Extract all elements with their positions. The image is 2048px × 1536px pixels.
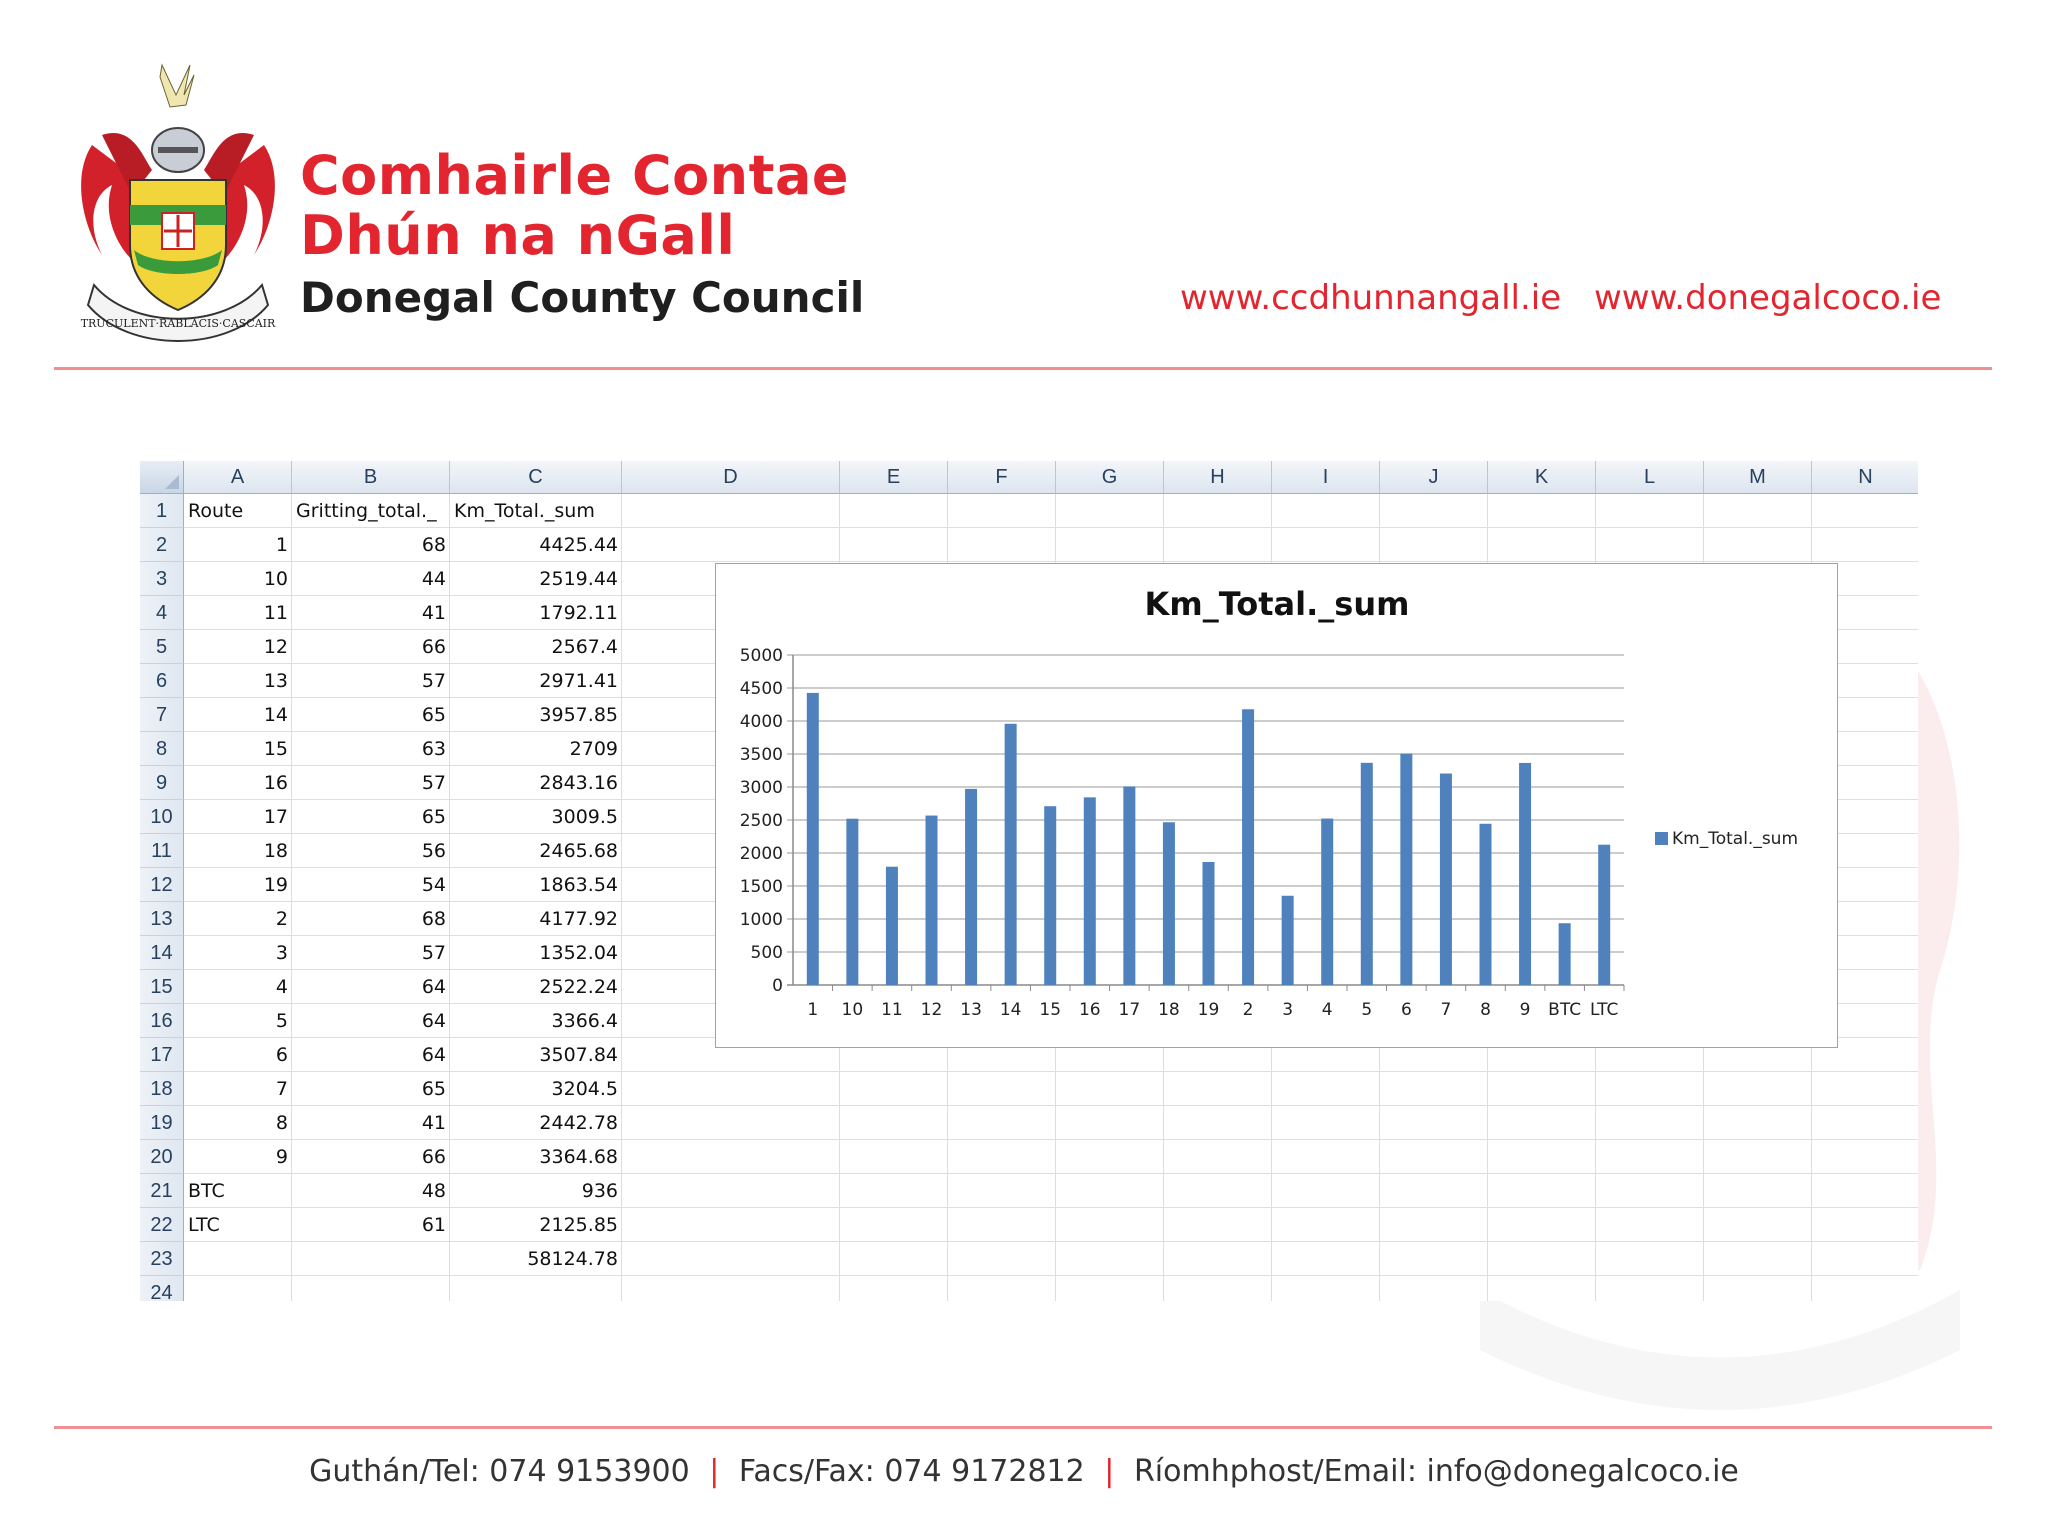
cell-gritting[interactable]: 64	[421, 1010, 446, 1032]
cell-route[interactable]: 6	[275, 1044, 288, 1066]
x-tick-label: 14	[999, 1000, 1022, 1020]
chart-title: Km_Total._sum	[1144, 585, 1410, 623]
cell-route[interactable]: 9	[275, 1146, 288, 1168]
y-tick-label: 2000	[739, 844, 783, 864]
bar[interactable]	[886, 867, 898, 985]
cell-km[interactable]: 3204.5	[551, 1078, 618, 1100]
cell-gritting[interactable]: 64	[421, 1044, 446, 1066]
website-irish-link[interactable]: www.ccdhunnangall.ie	[1180, 278, 1562, 318]
website-english-link[interactable]: www.donegalcoco.ie	[1594, 278, 1942, 318]
column-header[interactable]: J	[1380, 461, 1488, 494]
column-header[interactable]: C	[450, 461, 622, 494]
council-title	[300, 146, 864, 324]
cell-gritting[interactable]: 66	[421, 636, 446, 658]
bar[interactable]	[1084, 797, 1096, 985]
y-tick-label: 4500	[739, 679, 783, 699]
cell-gritting[interactable]: 65	[421, 1078, 446, 1100]
footer-divider	[54, 1426, 1992, 1429]
row-header[interactable]: 16	[140, 1004, 184, 1038]
cell-km[interactable]: 3364.68	[539, 1146, 618, 1168]
cell-route[interactable]: 5	[275, 1010, 288, 1032]
x-tick-label: 5	[1361, 1000, 1373, 1020]
cell-gritting[interactable]: 41	[421, 602, 446, 624]
row-header[interactable]: 23	[140, 1242, 184, 1276]
x-tick-label: LTC	[1590, 1000, 1619, 1020]
cell-gritting[interactable]: 48	[421, 1180, 446, 1202]
cell-km[interactable]: 2125.85	[539, 1214, 618, 1236]
bar[interactable]	[1519, 763, 1531, 985]
x-tick-label: 17	[1118, 1000, 1141, 1020]
row-header[interactable]: 19	[140, 1106, 184, 1140]
bar[interactable]	[1123, 786, 1135, 985]
council-name-english: Donegal County Council	[300, 273, 865, 322]
row-header[interactable]: 13	[140, 902, 184, 936]
row-header[interactable]: 22	[140, 1208, 184, 1242]
column-header[interactable]: D	[622, 461, 840, 494]
column-header[interactable]: K	[1488, 461, 1596, 494]
cell-route[interactable]: 12	[263, 636, 288, 658]
column-header[interactable]: A	[184, 461, 292, 494]
cell-km[interactable]: 2843.16	[539, 772, 618, 794]
y-tick-label: 500	[750, 943, 783, 963]
row-header[interactable]: 6	[140, 664, 184, 698]
cell-km[interactable]: 2465.68	[539, 840, 618, 862]
x-tick-label: 8	[1480, 1000, 1491, 1020]
cell-route[interactable]: 7	[275, 1078, 288, 1100]
cell-route[interactable]: 1	[275, 534, 288, 556]
row-header[interactable]: 10	[140, 800, 184, 834]
bar[interactable]	[965, 789, 977, 985]
bar[interactable]	[1361, 763, 1373, 985]
x-tick-label: 16	[1078, 1000, 1101, 1020]
cell-gritting[interactable]: 66	[421, 1146, 446, 1168]
row-header[interactable]: 9	[140, 766, 184, 800]
row-header[interactable]: 2	[140, 528, 184, 562]
cell-km[interactable]: 3366.4	[551, 1010, 618, 1032]
x-tick-label: 15	[1039, 1000, 1062, 1020]
cell-gritting[interactable]: 68	[421, 534, 446, 556]
cell-km[interactable]: 4425.44	[539, 534, 618, 556]
footer-tel: Guthán/Tel: 074 9153900	[309, 1454, 690, 1489]
cell-route[interactable]: 19	[263, 874, 288, 896]
row-header[interactable]: 15	[140, 970, 184, 1004]
y-tick-label: 0	[772, 976, 783, 996]
column-header[interactable]: B	[292, 461, 450, 494]
row-header[interactable]: 3	[140, 562, 184, 596]
row-header[interactable]: 18	[140, 1072, 184, 1106]
cell-km[interactable]: 3009.5	[551, 806, 618, 828]
row-header[interactable]: 1	[140, 494, 184, 528]
x-tick-label: 9	[1519, 1000, 1531, 1020]
column-header[interactable]: L	[1596, 461, 1704, 494]
cell-gritting[interactable]: 61	[421, 1214, 446, 1236]
cell-gritting[interactable]: 63	[421, 738, 446, 760]
bar[interactable]	[1282, 896, 1294, 985]
footer-fax: Facs/Fax: 074 9172812	[738, 1454, 1085, 1489]
cell-gritting[interactable]: 57	[421, 942, 446, 964]
column-header[interactable]: M	[1704, 461, 1812, 494]
bar[interactable]	[1559, 923, 1571, 985]
select-all-corner[interactable]	[140, 461, 184, 494]
header-divider	[54, 367, 1992, 370]
cell-km[interactable]: 2709	[569, 738, 618, 760]
x-tick-label: 11	[881, 1000, 903, 1020]
cell-route[interactable]: 2	[275, 908, 288, 930]
bar[interactable]	[926, 816, 938, 985]
y-tick-label: 4000	[739, 712, 783, 732]
cell-km[interactable]: 3957.85	[539, 704, 618, 726]
cell-gritting[interactable]: 57	[421, 670, 446, 692]
cell-km[interactable]: 1863.54	[539, 874, 618, 896]
cell-route[interactable]: BTC	[188, 1180, 225, 1202]
cell-gritting[interactable]: 64	[421, 976, 446, 998]
x-tick-label: BTC	[1548, 1000, 1582, 1020]
legend-label: Km_Total._sum	[1672, 829, 1799, 849]
cell-km[interactable]: 4177.92	[539, 908, 618, 930]
cell-route[interactable]: 4	[275, 976, 288, 998]
legend-swatch	[1655, 832, 1668, 845]
cell-route[interactable]: 11	[263, 602, 288, 624]
bar[interactable]	[1203, 862, 1215, 985]
x-tick-label: 18	[1158, 1000, 1180, 1020]
x-tick-label: 1	[807, 1000, 819, 1020]
cell-gritting[interactable]: 41	[421, 1112, 446, 1134]
bar[interactable]	[1480, 824, 1492, 985]
council-name-irish-line1: Comhairle Contae	[300, 144, 850, 207]
cell-route[interactable]: 18	[263, 840, 288, 862]
bar[interactable]	[1400, 753, 1412, 985]
bar[interactable]	[807, 693, 819, 985]
y-tick-label: 1000	[739, 910, 783, 930]
cell-gritting[interactable]: 57	[421, 772, 446, 794]
cell-route[interactable]: LTC	[188, 1214, 220, 1236]
cell-km[interactable]: 2971.41	[539, 670, 618, 692]
header-cell-gritting[interactable]: Gritting_total._	[296, 500, 437, 522]
cell-route[interactable]: 14	[263, 704, 288, 726]
row-header[interactable]: 14	[140, 936, 184, 970]
bar[interactable]	[1163, 822, 1175, 985]
header-cell-km[interactable]: Km_Total._sum	[454, 500, 595, 522]
row-header[interactable]: 17	[140, 1038, 184, 1072]
cell-gritting[interactable]: 65	[421, 806, 446, 828]
cell-gritting[interactable]: 65	[421, 704, 446, 726]
column-header[interactable]: F	[948, 461, 1056, 494]
x-tick-label: 13	[960, 1000, 982, 1020]
footer-separator: |	[1104, 1454, 1115, 1489]
column-header[interactable]: H	[1164, 461, 1272, 494]
embedded-chart[interactable]	[715, 563, 1838, 1048]
column-header[interactable]: I	[1272, 461, 1380, 494]
x-tick-label: 6	[1400, 1000, 1412, 1020]
gridline	[184, 1275, 1918, 1276]
y-tick-label: 2500	[739, 811, 783, 831]
cell-km-total[interactable]: 58124.78	[527, 1248, 618, 1270]
x-tick-label: 2	[1242, 1000, 1254, 1020]
cell-gritting[interactable]: 68	[421, 908, 446, 930]
row-header[interactable]: 4	[140, 596, 184, 630]
row-header[interactable]: 8	[140, 732, 184, 766]
cell-route[interactable]: 13	[263, 670, 288, 692]
row-header[interactable]: 11	[140, 834, 184, 868]
cell-route[interactable]: 16	[263, 772, 288, 794]
bar[interactable]	[1321, 819, 1333, 985]
cell-route[interactable]: 3	[275, 942, 288, 964]
row-header[interactable]: 24	[140, 1276, 184, 1301]
row-header[interactable]: 12	[140, 868, 184, 902]
cell-route[interactable]: 17	[263, 806, 288, 828]
cell-km[interactable]: 3507.84	[539, 1044, 618, 1066]
column-header[interactable]: N	[1812, 461, 1918, 494]
crest-motto: TRUCULENT·RABLACIS·CASCAIR	[80, 317, 276, 330]
cell-km[interactable]: 2519.44	[539, 568, 618, 590]
row-header[interactable]: 20	[140, 1140, 184, 1174]
header-cell-route[interactable]: Route	[188, 500, 244, 522]
cell-km[interactable]: 2442.78	[539, 1112, 618, 1134]
bar[interactable]	[846, 819, 858, 985]
cell-route[interactable]: 10	[263, 568, 288, 590]
x-tick-label: 4	[1321, 1000, 1333, 1020]
cell-gritting[interactable]: 56	[421, 840, 446, 862]
column-header[interactable]: G	[1056, 461, 1164, 494]
x-tick-label: 10	[841, 1000, 864, 1020]
x-tick-label: 12	[920, 1000, 943, 1020]
bar[interactable]	[1005, 724, 1017, 985]
cell-gritting[interactable]: 44	[421, 568, 446, 590]
row-header[interactable]: 5	[140, 630, 184, 664]
row-header[interactable]: 7	[140, 698, 184, 732]
y-tick-label: 3500	[739, 745, 783, 765]
cell-route[interactable]: 8	[275, 1112, 288, 1134]
y-tick-label: 1500	[739, 877, 783, 897]
cell-km[interactable]: 1792.11	[539, 602, 618, 624]
cell-route[interactable]: 15	[263, 738, 288, 760]
row-header[interactable]: 21	[140, 1174, 184, 1208]
bar-chart-svg	[716, 564, 1839, 1049]
footer-separator: |	[709, 1454, 720, 1489]
council-crest-logo	[72, 55, 284, 355]
bar[interactable]	[1440, 774, 1452, 985]
x-tick-label: 19	[1197, 1000, 1220, 1020]
x-tick-label: 7	[1440, 1000, 1452, 1020]
bar[interactable]	[1242, 709, 1254, 985]
footer-email[interactable]: Ríomhphost/Email: info@donegalcoco.ie	[1133, 1454, 1739, 1489]
y-tick-label: 5000	[739, 646, 783, 666]
gridline	[621, 494, 622, 1301]
y-tick-label: 3000	[739, 778, 783, 798]
cell-gritting[interactable]: 54	[421, 874, 446, 896]
cell-km[interactable]: 2567.4	[551, 636, 618, 658]
council-name-irish-line2: Dhún na nGall	[300, 204, 736, 267]
column-header[interactable]: E	[840, 461, 948, 494]
bar[interactable]	[1044, 806, 1056, 985]
cell-km[interactable]: 936	[581, 1180, 618, 1202]
x-tick-label: 3	[1282, 1000, 1294, 1020]
cell-km[interactable]: 2522.24	[539, 976, 618, 998]
footer-contact	[0, 1454, 2048, 1489]
bar[interactable]	[1598, 845, 1610, 985]
cell-km[interactable]: 1352.04	[539, 942, 618, 964]
